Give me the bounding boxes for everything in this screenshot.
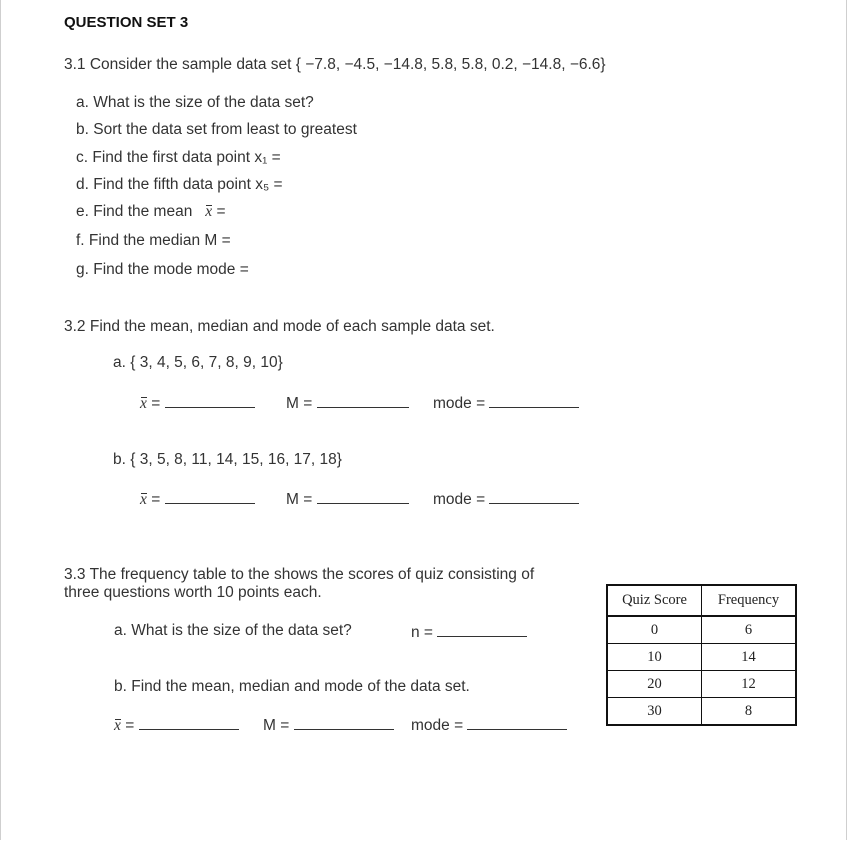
table-header-quiz-score: Quiz Score: [607, 585, 702, 616]
q33-a: a. What is the size of the data set?: [114, 622, 352, 639]
mode-label: mode =: [433, 395, 486, 412]
q32-prompt: 3.2 Find the mean, median and mode of each sample data set.: [64, 318, 495, 335]
q32-a-answers: [140, 393, 255, 413]
q32-b-answers: [140, 489, 255, 509]
mean-symbol: x: [140, 491, 147, 508]
mean-equals: =: [212, 203, 226, 220]
table-cell-frequency: 12: [702, 671, 797, 698]
median-label: M =: [286, 395, 313, 412]
mode-label: mode =: [433, 491, 486, 508]
q33-prompt-line1: 3.3 The frequency table to the shows the scores of quiz consisting of: [64, 566, 535, 583]
q33-b: b. Find the mean, median and mode of the data set.: [114, 678, 470, 695]
q32-a-mode-blank[interactable]: [489, 393, 579, 408]
q32-a-median: [286, 393, 409, 413]
q32-b-mode-blank[interactable]: [489, 489, 579, 504]
q31-a: a. What is the size of the data set?: [76, 94, 314, 111]
mode-label: mode =: [411, 717, 464, 734]
table-header-row: [607, 585, 796, 616]
table-cell-score: 10: [607, 644, 702, 671]
q33-mode-blank[interactable]: [467, 715, 567, 730]
n-label: n =: [411, 624, 433, 641]
q33-prompt-line2: three questions worth 10 points each.: [64, 584, 322, 601]
q32-a-set: a. { 3, 4, 5, 6, 7, 8, 9, 10}: [113, 354, 283, 371]
q31-b: b. Sort the data set from least to greatest: [76, 121, 357, 138]
mean-symbol: x: [114, 717, 121, 734]
q31-e-text: e. Find the mean: [76, 203, 193, 220]
table-cell-frequency: 6: [702, 616, 797, 644]
q31-prompt: 3.1 Consider the sample data set { −7.8, −4.5, −14.8, 5.8, 5.8, 0.2, −14.8, −6.6}: [64, 56, 606, 73]
q31-d: d. Find the fifth data point x₅ =: [76, 176, 283, 193]
q32-b-median: [286, 489, 409, 509]
mean-symbol: x: [205, 203, 213, 220]
q32-a-mode: [433, 393, 579, 413]
q33-median: [263, 715, 394, 735]
median-label: M =: [263, 717, 290, 734]
mean-equals: =: [120, 717, 135, 734]
table-cell-frequency: 14: [702, 644, 797, 671]
table-cell-score: 30: [607, 698, 702, 726]
q33-n-blank[interactable]: [437, 622, 527, 637]
table-row: [607, 698, 796, 726]
table-cell-score: 0: [607, 616, 702, 644]
table-row: [607, 616, 796, 644]
table-cell-frequency: 8: [702, 698, 797, 726]
q31-f: f. Find the median M =: [76, 232, 231, 249]
q32-a-median-blank[interactable]: [317, 393, 409, 408]
q32-b-set: b. { 3, 5, 8, 11, 14, 15, 16, 17, 18}: [113, 451, 342, 468]
q32-b-mode: [433, 489, 579, 509]
q31-e: [76, 203, 226, 221]
table-header-frequency: Frequency: [702, 585, 797, 616]
table-cell-score: 20: [607, 671, 702, 698]
q33-mean-blank[interactable]: [139, 715, 239, 730]
q32-a-mean-blank[interactable]: [165, 393, 255, 408]
mean-equals: =: [146, 491, 161, 508]
q31-g: g. Find the mode mode =: [76, 261, 249, 278]
page-title: QUESTION SET 3: [64, 14, 189, 31]
median-label: M =: [286, 491, 313, 508]
q31-c: c. Find the first data point x₁ =: [76, 149, 281, 166]
table-row: [607, 644, 796, 671]
frequency-table: [606, 584, 797, 726]
q33-median-blank[interactable]: [294, 715, 394, 730]
q33-n: [411, 622, 527, 642]
mean-equals: =: [146, 395, 161, 412]
q33-mean: [114, 715, 239, 735]
q32-b-median-blank[interactable]: [317, 489, 409, 504]
mean-symbol: x: [140, 395, 147, 412]
table-row: [607, 671, 796, 698]
q33-mode: [411, 715, 567, 735]
q32-b-mean-blank[interactable]: [165, 489, 255, 504]
